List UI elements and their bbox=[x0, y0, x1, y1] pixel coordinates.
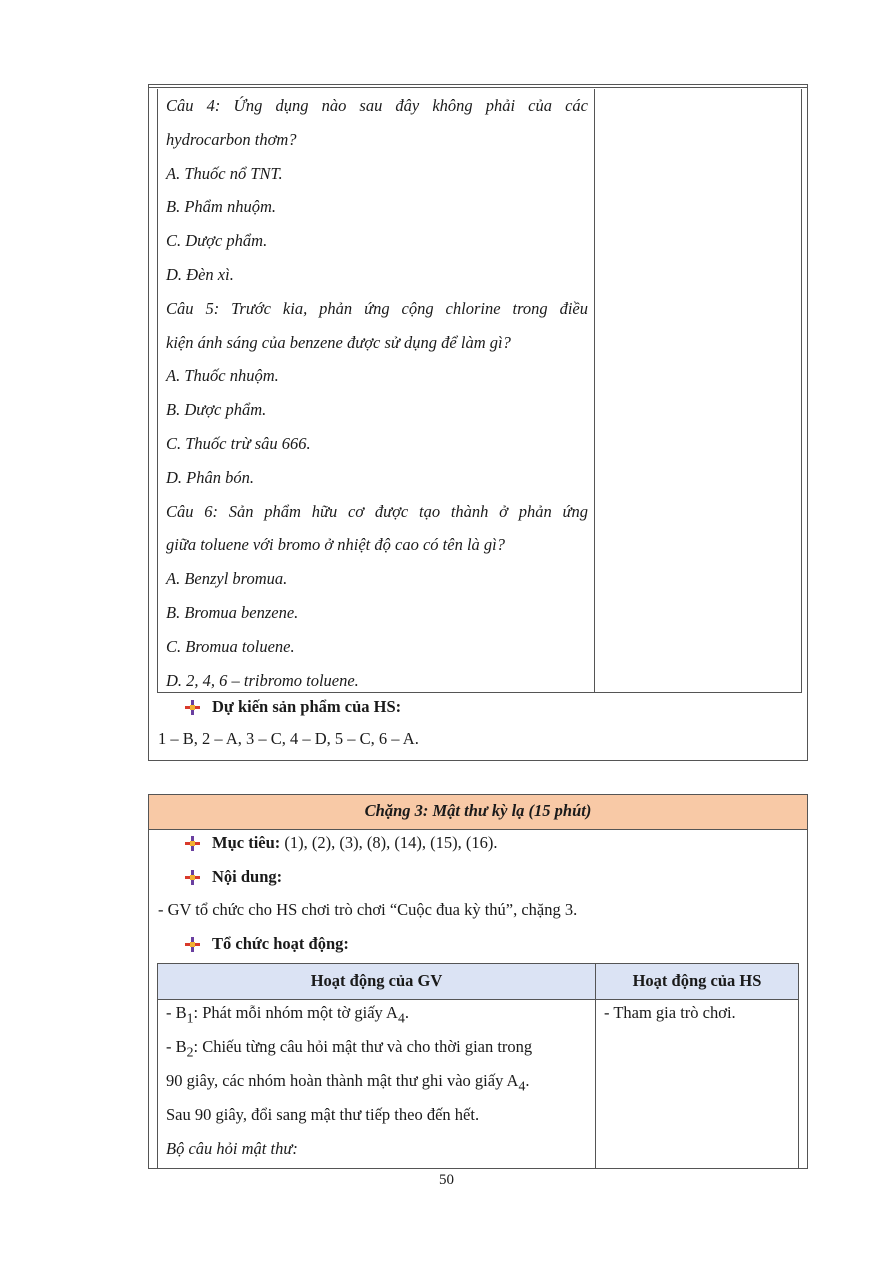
content-label: Nội dung: bbox=[212, 867, 283, 886]
table-header-gv: Hoạt động của GV bbox=[158, 964, 596, 1000]
gv-activity-cell bbox=[158, 1000, 596, 1168]
plus-bullet-icon bbox=[185, 937, 200, 952]
gv-step-line: - $B_2$: Chiếu từng câu hỏi mật thư và cho thời gian trong bbox=[166, 1037, 533, 1060]
expected-answer: 1 – B, 2 – A, 3 – C, 4 – D, 5 – C, 6 – A. bbox=[158, 729, 419, 748]
stage3-title: Chặng 3: Mật thư kỳ lạ (15 phút) bbox=[149, 795, 807, 830]
organize-label: Tổ chức hoạt động: bbox=[212, 934, 349, 953]
table-header-hs: Hoạt động của HS bbox=[596, 964, 798, 1000]
page-number: 50 bbox=[439, 1172, 454, 1188]
content-text: - GV tổ chức cho HS chơi trò chơi “Cuộc đua kỳ thú”, chặng 3. bbox=[158, 900, 578, 919]
question-line: giữa toluene với bromo ở nhiệt độ cao có tên là gì? bbox=[166, 535, 505, 555]
expected-heading-row bbox=[185, 695, 401, 719]
expected-heading: Dự kiến sản phẩm của HS: bbox=[212, 697, 402, 716]
answer-option: B. Dược phẩm. bbox=[166, 400, 267, 420]
question-line: Câu 4: Ứng dụng nào sau đây không phải của các bbox=[166, 96, 588, 115]
question-line: kiện ánh sáng của benzene được sử dụng để làm gì? bbox=[166, 332, 511, 352]
organize-row bbox=[185, 932, 349, 956]
gv-question-set-label: Bộ câu hỏi mật thư: bbox=[166, 1139, 298, 1158]
hs-activity-text: - Tham gia trò chơi. bbox=[604, 1003, 736, 1022]
answer-option: D. Đèn xì. bbox=[166, 264, 234, 284]
plus-bullet-icon bbox=[185, 700, 200, 715]
answer-option: B. Bromua benzene. bbox=[166, 602, 299, 622]
answer-option: D. 2, 4, 6 – tribromo toluene. bbox=[166, 670, 359, 690]
questions-inner-table bbox=[157, 89, 802, 693]
content-row bbox=[185, 865, 282, 889]
gv-step-line: Sau 90 giây, đổi sang mật thư tiếp theo đến hết. bbox=[166, 1105, 480, 1124]
question-line: Câu 5: Trước kia, phản ứng cộng chlorine trong điều bbox=[166, 298, 588, 318]
table-double-border bbox=[149, 87, 807, 88]
answer-option: C. Bromua toluene. bbox=[166, 636, 295, 656]
objective-value: (1), (2), (3), (8), (14), (15), (16). bbox=[280, 833, 498, 852]
gv-step-line: 90 giây, các nhóm hoàn thành mật thư ghi vào giấy $A_4$. bbox=[166, 1071, 530, 1094]
plus-bullet-icon bbox=[185, 836, 200, 851]
stage3-section bbox=[148, 794, 808, 1169]
answer-option: C. Dược phẩm. bbox=[166, 231, 268, 251]
questions-column bbox=[158, 89, 595, 692]
answer-option: A. Thuốc nhuộm. bbox=[166, 366, 279, 386]
question-line: hydrocarbon thơm? bbox=[166, 129, 297, 149]
plus-bullet-icon bbox=[185, 870, 200, 885]
questions-list bbox=[166, 89, 588, 697]
objective-row bbox=[185, 831, 497, 855]
question-table-continuation bbox=[148, 84, 808, 761]
answer-option: D. Phân bón. bbox=[166, 467, 254, 487]
objective-label: Mục tiêu: bbox=[212, 833, 281, 852]
answer-option: C. Thuốc trừ sâu 666. bbox=[166, 433, 311, 453]
gv-step-line: - $B_1$: Phát mỗi nhóm một tờ giấy $A_4$. bbox=[166, 1003, 409, 1026]
answer-option: B. Phẩm nhuộm. bbox=[166, 197, 276, 217]
question-line: Câu 6: Sản phẩm hữu cơ được tạo thành ở phản ứng bbox=[166, 501, 588, 521]
hs-activity-cell bbox=[596, 1000, 798, 1168]
gv-activity-lines bbox=[166, 1000, 588, 1170]
answer-option: A. Thuốc nổ TNT. bbox=[166, 163, 283, 183]
answer-option: A. Benzyl bromua. bbox=[166, 569, 288, 589]
activity-table bbox=[157, 963, 799, 1169]
